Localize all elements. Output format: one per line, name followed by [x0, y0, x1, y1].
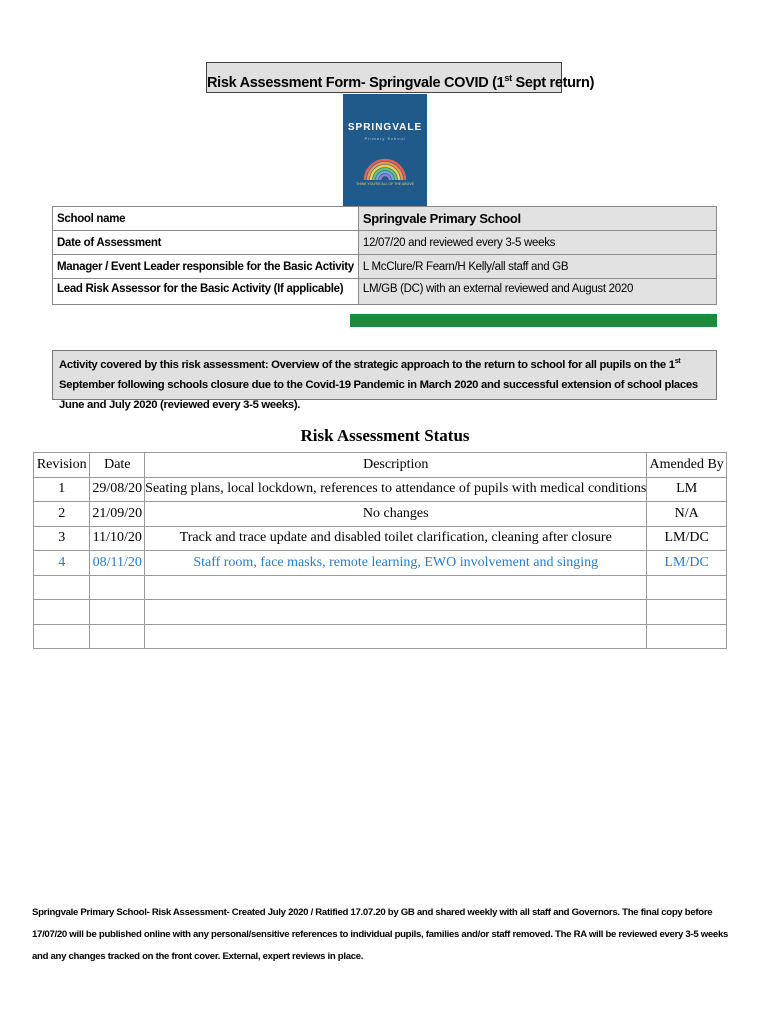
lead-risk-assessor-label: Lead Risk Assessor for the Basic Activity (If applicable)	[53, 279, 359, 305]
description-cell: Staff room, face masks, remote learning, EWO involvement and singing	[145, 551, 647, 576]
revision-cell: 3	[34, 526, 90, 551]
activity-description: Activity covered by this risk assessment: Overview of the strategic approach to the return to school for all pupils on the 1st September following schools closure due to the Covid-19 Pandemic in March 2020 and successful extension of school places June and July 2020 (reviewed every 3-5 weeks).	[52, 350, 717, 400]
form-title: Risk Assessment Form- Springvale COVID (1st Sept return)	[206, 62, 562, 93]
school-info-table	[52, 206, 717, 305]
info-row	[53, 231, 717, 255]
amended-by-cell: N/A	[647, 502, 727, 527]
status-empty-row	[34, 575, 727, 600]
revision-cell: 4	[34, 551, 90, 576]
status-table	[33, 452, 727, 649]
lead-risk-assessor-value: LM/GB (DC) with an external reviewed and August 2020	[358, 279, 716, 305]
status-empty-row	[34, 624, 727, 649]
logo-sub-text: Primary School	[364, 136, 406, 141]
status-header-row	[34, 453, 727, 478]
logo-tagline: THINK YOU'RE ALL OF THE ABOVE	[356, 182, 414, 186]
description-cell: Seating plans, local lockdown, references to attendance of pupils with medical conditions	[145, 477, 647, 502]
amended-by-header: Amended By	[647, 453, 727, 478]
date-cell: 21/09/20	[90, 502, 145, 527]
revision-header: Revision	[34, 453, 90, 478]
amended-by-cell: LM/DC	[647, 526, 727, 551]
rainbow-icon	[343, 144, 427, 184]
logo-brand-text: SPRINGVALE	[347, 122, 423, 133]
school-logo	[343, 94, 427, 206]
info-row	[53, 279, 717, 305]
info-row	[53, 207, 717, 231]
status-row	[34, 502, 727, 527]
amended-by-cell: LM	[647, 477, 727, 502]
footer-note: Springvale Primary School- Risk Assessment- Created July 2020 / Ratified 17.07.20 by GB and shared weekly with all staff and Governors. The final copy before 17/07/20 will be published online with any personal/sensitive references to individual pupils, families and/or staff removed. The RA will be reviewed every 3-5 weeks and any changes tracked on the front cover. External, expert reviews in place.	[32, 907, 729, 962]
date-of-assessment-value: 12/07/20 and reviewed every 3-5 weeks	[358, 231, 716, 255]
school-name-value: Springvale Primary School	[358, 207, 716, 231]
description-header: Description	[145, 453, 647, 478]
revision-cell: 2	[34, 502, 90, 527]
status-row	[34, 477, 727, 502]
date-of-assessment-label: Date of Assessment	[53, 231, 359, 255]
info-row	[53, 255, 717, 279]
amended-by-cell: LM/DC	[647, 551, 727, 576]
description-cell: No changes	[145, 502, 647, 527]
green-divider-bar	[350, 314, 717, 327]
manager-label: Manager / Event Leader responsible for the Basic Activity	[53, 255, 359, 279]
date-cell: 08/11/20	[90, 551, 145, 576]
status-row	[34, 526, 727, 551]
date-header: Date	[90, 453, 145, 478]
status-row	[34, 551, 727, 576]
date-cell: 11/10/20	[90, 526, 145, 551]
date-cell: 29/08/20	[90, 477, 145, 502]
status-section-title: Risk Assessment Status	[300, 426, 470, 445]
description-cell: Track and trace update and disabled toilet clarification, cleaning after closure	[145, 526, 647, 551]
manager-value: L McClure/R Fearn/H Kelly/all staff and GB	[358, 255, 716, 279]
status-empty-row	[34, 600, 727, 625]
revision-cell: 1	[34, 477, 90, 502]
school-name-label: School name	[53, 207, 359, 231]
